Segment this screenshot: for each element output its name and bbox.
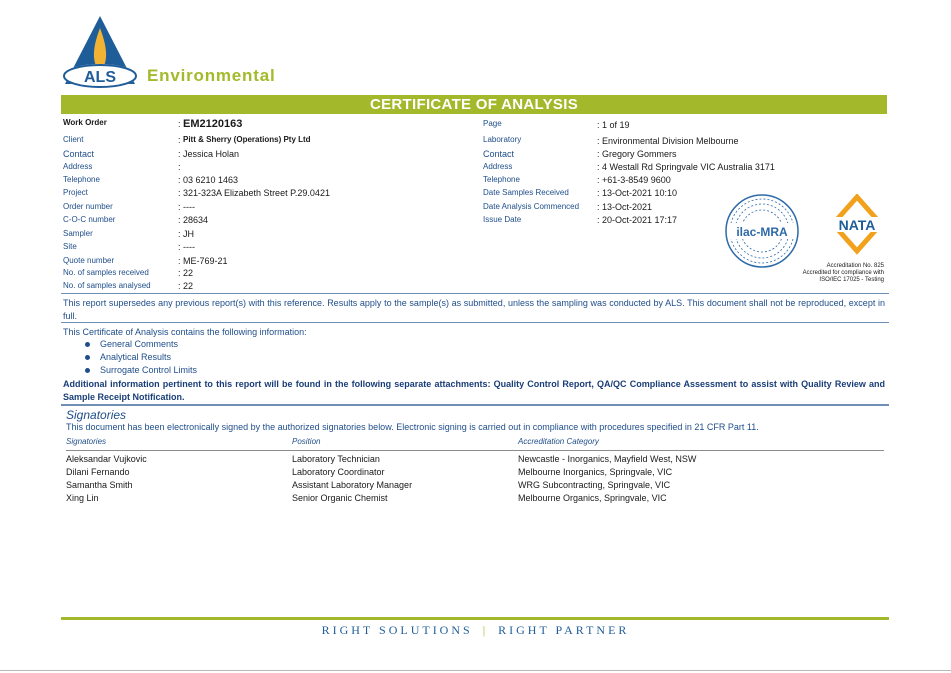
field-label-client: Client — [63, 135, 84, 144]
field-label-site: Site — [63, 242, 77, 251]
contains-item — [85, 365, 197, 375]
field-label-laboratory: Laboratory — [483, 135, 522, 144]
signatory-name: Xing Lin — [66, 493, 99, 503]
field-colon: : — [597, 188, 600, 198]
supersedes-paragraph: This report supersedes any previous report(s) with this reference. Results apply to the sample(s) as submitted, unless the sampling was conducted by ALS. This document shall not be reproduced, except in full. — [63, 298, 885, 321]
field-label-sampler: Sampler — [63, 229, 93, 238]
field-colon: : — [178, 268, 181, 278]
footer-rule — [61, 617, 889, 620]
contains-item — [85, 352, 171, 362]
field-label-address: Address — [63, 162, 93, 171]
field-value-site: ---- — [183, 242, 195, 252]
signatory-name: Samantha Smith — [66, 480, 133, 490]
signatories-intro: This document has been electronically signed by the authorized signatories below. Electronic signing is carried out in compliance with procedures specified in 21 CFR Part 11. — [66, 422, 759, 432]
field-label-samples-received: No. of samples received — [63, 268, 149, 277]
field-colon: : — [178, 149, 181, 159]
field-label-samples-analysed: No. of samples analysed — [63, 281, 151, 290]
field-colon: : — [178, 281, 181, 291]
field-colon: : — [178, 119, 181, 129]
nata-logo-icon — [828, 194, 886, 260]
signatories-header-name: Signatories — [66, 437, 107, 446]
field-value-sampler: JH — [183, 229, 194, 239]
field-value-samples-analysed: 22 — [183, 281, 194, 291]
signatory-category: Melbourne Inorganics, Springvale, VIC — [518, 467, 673, 477]
field-label-quote-number: Quote number — [63, 256, 115, 265]
field-value-date-received: 13-Oct-2021 10:10 — [602, 188, 678, 198]
accreditation-note-line: Accreditation No. 825 — [826, 263, 884, 269]
field-value-issue-date: 20-Oct-2021 17:17 — [602, 215, 678, 225]
contains-item-label: Analytical Results — [100, 352, 172, 362]
field-label-analysis-commenced: Date Analysis Commenced — [483, 202, 580, 211]
field-value-lab-contact: Gregory Gommers — [602, 149, 677, 159]
field-value-quote-number: ME-769-21 — [183, 256, 228, 266]
field-label-date-received: Date Samples Received — [483, 188, 569, 197]
field-colon: : — [178, 135, 181, 145]
field-value-client: Pitt & Sherry (Operations) Pty Ltd — [183, 135, 311, 144]
als-logo-icon — [60, 14, 140, 90]
signatory-category: WRG Subcontracting, Springvale, VIC — [518, 480, 671, 490]
contains-item-label: General Comments — [100, 339, 179, 349]
field-label-lab-address: Address — [483, 162, 513, 171]
field-label-lab-contact: Contact — [483, 149, 515, 159]
field-label-order-number: Order number — [63, 202, 113, 211]
field-label-lab-telephone: Telephone — [483, 175, 520, 184]
field-colon: : — [597, 215, 600, 225]
field-label-telephone: Telephone — [63, 175, 100, 184]
field-colon: : — [178, 215, 181, 225]
field-label-issue-date: Issue Date — [483, 215, 522, 224]
field-label-coc-number: C-O-C number — [63, 215, 116, 224]
contains-intro: This Certificate of Analysis contains the following information: — [63, 327, 307, 337]
field-label-project: Project — [63, 188, 88, 197]
logo-text: ALS — [84, 69, 116, 86]
signatories-title: Signatories — [66, 408, 127, 422]
signatories-header-category: Accreditation Category — [518, 437, 599, 446]
page-bottom-rule — [0, 670, 951, 671]
field-colon: : — [597, 175, 600, 185]
field-label-page: Page — [483, 119, 502, 128]
field-colon: : — [178, 229, 181, 239]
field-value-work-order: EM2120163 — [183, 118, 243, 130]
signatory-position: Laboratory Technician — [292, 454, 380, 464]
bullet-icon — [85, 342, 90, 347]
field-colon: : — [178, 162, 181, 172]
field-colon: : — [178, 202, 181, 212]
field-colon: : — [178, 256, 181, 266]
contains-item — [85, 339, 178, 349]
field-value-telephone: 03 6210 1463 — [183, 175, 239, 185]
field-label-contact: Contact — [63, 149, 95, 159]
document-title: CERTIFICATE OF ANALYSIS — [61, 95, 887, 114]
field-colon: : — [597, 136, 600, 146]
field-value-coc-number: 28634 — [183, 215, 209, 225]
additional-info-paragraph: Additional information pertinent to this report will be found in the following separate attachments: Quality Control Report, QA/QC Compliance Assessment to assist with Quality Review and Sample Receipt Notification. — [63, 379, 885, 402]
field-colon: : — [178, 188, 181, 198]
field-value-samples-received: 22 — [183, 268, 194, 278]
signatory-position: Assistant Laboratory Manager — [292, 480, 413, 490]
signatory-category: Melbourne Organics, Springvale, VIC — [518, 493, 667, 503]
accreditation-note — [760, 263, 884, 284]
field-colon: : — [597, 202, 600, 212]
field-value-project: 321-323A Elizabeth Street P.29.0421 — [183, 188, 330, 198]
bullet-icon — [85, 355, 90, 360]
accreditation-note-line: ISO/IEC 17025 - Testing — [819, 277, 884, 283]
field-value-laboratory: Environmental Division Melbourne — [602, 136, 739, 146]
field-colon: : — [597, 120, 600, 130]
field-value-page: 1 of 19 — [602, 120, 630, 130]
bullet-icon — [85, 368, 90, 373]
signatory-position: Laboratory Coordinator — [292, 467, 385, 477]
field-colon: : — [178, 242, 181, 252]
ilac-text: ilac-MRA — [736, 225, 788, 239]
field-value-analysis-commenced: 13-Oct-2021 — [602, 202, 653, 212]
footer-tagline — [0, 623, 951, 638]
field-colon: : — [597, 149, 600, 159]
ilac-mra-icon — [724, 193, 800, 269]
footer-tagline-right: RIGHT PARTNER — [498, 623, 630, 637]
brand-name: Environmental — [147, 66, 276, 85]
signatory-name: Aleksandar Vujkovic — [66, 454, 147, 464]
section-divider — [61, 293, 889, 294]
contains-item-label: Surrogate Control Limits — [100, 365, 198, 375]
accreditation-note-line: Accredited for compliance with — [802, 270, 884, 276]
signatory-name: Dilani Fernando — [66, 467, 130, 477]
signatories-header-rule — [66, 450, 884, 451]
nata-text: NATA — [838, 217, 876, 233]
field-value-lab-address: 4 Westall Rd Springvale VIC Australia 3171 — [602, 162, 775, 172]
signatory-position: Senior Organic Chemist — [292, 493, 388, 503]
section-divider — [61, 322, 889, 323]
field-colon: : — [597, 162, 600, 172]
field-colon: : — [178, 175, 181, 185]
section-divider — [61, 404, 889, 406]
signatory-category: Newcastle - Inorganics, Mayfield West, NSW — [518, 454, 697, 464]
field-value-order-number: ---- — [183, 202, 195, 212]
field-value-lab-telephone: +61-3-8549 9600 — [602, 175, 671, 185]
signatories-header-position: Position — [292, 437, 321, 446]
field-label-work-order: Work Order — [63, 118, 107, 127]
footer-divider: | — [482, 623, 489, 637]
field-value-contact: Jessica Holan — [183, 149, 240, 159]
footer-tagline-left: RIGHT SOLUTIONS — [321, 623, 473, 637]
